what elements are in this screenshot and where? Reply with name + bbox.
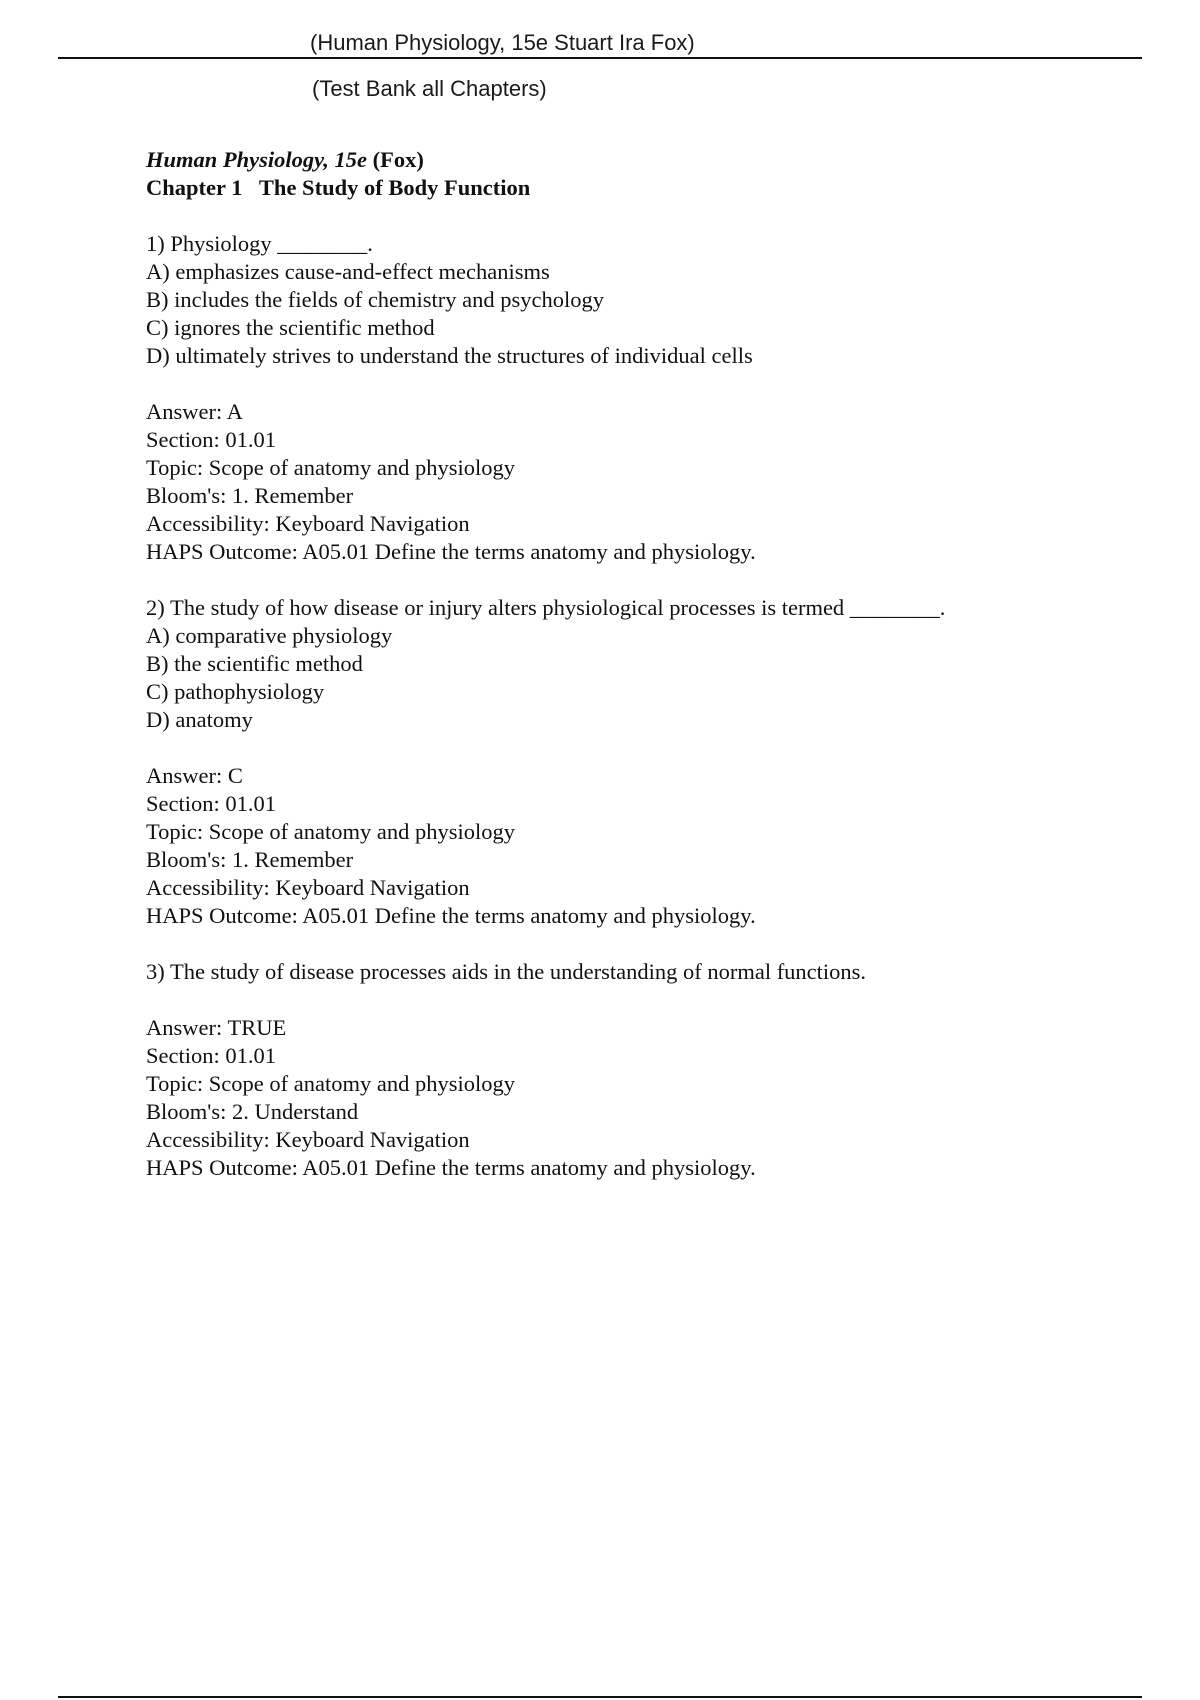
footer-divider (58, 1696, 1142, 1698)
question-block (146, 230, 1106, 370)
topic-line: Topic: Scope of anatomy and physiology (146, 455, 515, 480)
blooms-line: Bloom's: 1. Remember (146, 483, 354, 508)
header-title: (Human Physiology, 15e Stuart Ira Fox) (310, 30, 695, 55)
blooms-line: Bloom's: 1. Remember (146, 847, 354, 872)
answer-line: Answer: TRUE (146, 1015, 287, 1040)
header-divider (58, 57, 1142, 59)
book-title: Human Physiology, 15e (146, 147, 368, 172)
haps-outcome-line: HAPS Outcome: A05.01 Define the terms anatomy and physiology. (146, 903, 756, 928)
answer-option-d: D) anatomy (146, 707, 253, 732)
blooms-line: Bloom's: 2. Understand (146, 1099, 359, 1124)
book-title-line (146, 146, 1106, 174)
accessibility-line: Accessibility: Keyboard Navigation (146, 1127, 470, 1152)
answer-line: Answer: C (146, 763, 243, 788)
answer-option-c: C) ignores the scientific method (146, 315, 435, 340)
haps-outcome-line: HAPS Outcome: A05.01 Define the terms anatomy and physiology. (146, 539, 756, 564)
document-body (146, 146, 1106, 1210)
page-header (0, 0, 1200, 120)
accessibility-line: Accessibility: Keyboard Navigation (146, 511, 470, 536)
section-line: Section: 01.01 (146, 1043, 276, 1068)
question-block (146, 958, 1106, 986)
question-metadata (146, 1014, 1106, 1182)
haps-outcome-line: HAPS Outcome: A05.01 Define the terms anatomy and physiology. (146, 1155, 756, 1180)
question-stem: 2) The study of how disease or injury alters physiological processes is termed ________. (146, 595, 946, 620)
document-title-block (146, 146, 1106, 202)
question-metadata (146, 762, 1106, 930)
section-line: Section: 01.01 (146, 427, 276, 452)
header-subtitle: (Test Bank all Chapters) (312, 76, 547, 101)
question-item (146, 958, 1106, 1182)
section-line: Section: 01.01 (146, 791, 276, 816)
answer-option-c: C) pathophysiology (146, 679, 325, 704)
answer-option-d: D) ultimately strives to understand the structures of individual cells (146, 343, 753, 368)
answer-line: Answer: A (146, 399, 243, 424)
answer-option-a: A) comparative physiology (146, 623, 393, 648)
chapter-title: Chapter 1 The Study of Body Function (146, 175, 531, 200)
question-metadata (146, 398, 1106, 566)
book-author: (Fox) (367, 147, 424, 172)
answer-option-b: B) includes the fields of chemistry and psychology (146, 287, 605, 312)
question-stem: 1) Physiology ________. (146, 231, 373, 256)
answer-option-b: B) the scientific method (146, 651, 363, 676)
accessibility-line: Accessibility: Keyboard Navigation (146, 875, 470, 900)
question-stem: 3) The study of disease processes aids in the understanding of normal functions. (146, 959, 867, 984)
topic-line: Topic: Scope of anatomy and physiology (146, 819, 515, 844)
topic-line: Topic: Scope of anatomy and physiology (146, 1071, 515, 1096)
question-block (146, 594, 1106, 734)
question-item (146, 594, 1106, 930)
question-item (146, 230, 1106, 566)
answer-option-a: A) emphasizes cause-and-effect mechanisms (146, 259, 550, 284)
